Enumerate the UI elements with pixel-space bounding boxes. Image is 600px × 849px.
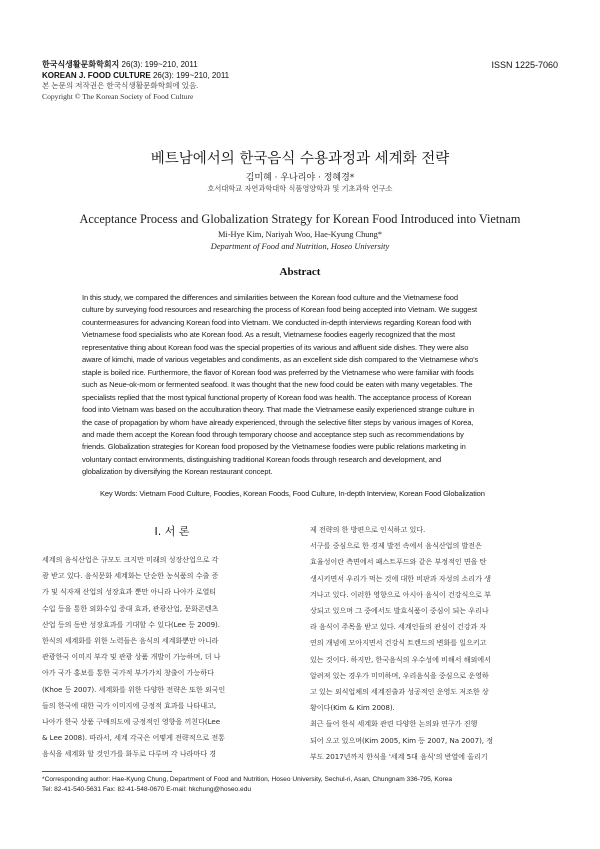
paragraph-line: (Khoe 등 2007). 세계화를 위한 다양한 전략은 또한 외국인 xyxy=(42,684,226,694)
title-english: Acceptance Process and Globalization Strategy for Korean Food Introduced into Vietnam xyxy=(79,212,521,226)
affiliation-korean: 호서대학교 자연과학대학 식품영양학과 및 기초과학 연구소 xyxy=(207,184,393,193)
paragraph-line: 되어 오고 있으며(Kim 2005, Kim 등 2007, Na 2007), 정 xyxy=(310,735,493,745)
abstract-line: such as Neue-ok-mom or fermented seafood. It was thought that the new food could be eaten with many vegetables. The xyxy=(82,380,473,390)
abstract-heading: Abstract xyxy=(279,266,321,278)
paragraph-line: 상되고 있으며 그 중에서도 발효식품이 중심이 되는 우리나 xyxy=(310,606,489,616)
journal-issue-en: 26(3): 199~210, 2011 xyxy=(152,70,230,80)
abstract-line: globalization by diversifying the Korean restaurant concept. xyxy=(82,467,273,477)
journal-name-ko: 한국식생활문화학회지 xyxy=(42,60,120,69)
footnote-line: Tel: 82-41-540-5631 Fax: 82-41-548-0670 E-mail: hkchung@hoseo.edu xyxy=(42,785,252,793)
abstract-body xyxy=(82,292,519,479)
abstract-line: voluntary contact environments, distinguishing traditional Korean foods through research and development, and xyxy=(82,454,442,464)
abstract-line: friends. Globalization strategies for Korean food proposed by the Vietnamese foodies were public relations marketing in xyxy=(82,442,466,452)
paragraph-line: 음식을 세계화 할 것인가를 화두로 다루며 각 나라마다 경 xyxy=(42,749,217,759)
authors-english: Mi-Hye Kim, Nariyah Woo, Hae-Kyung Chung* xyxy=(217,230,383,239)
paragraph-line: 아가 국가 홍보를 통한 국가적 부가가치 창출이 가능하다 xyxy=(42,668,214,678)
footnote-line: *Corresponding author: Hae-Kyung Chung, Department of Food and Nutrition, Hoseo University, Sechul-ri, Asan, Chungnam 336-795, Korea xyxy=(42,776,453,783)
paragraph-line: 가 및 식자재 산업의 성장효과 뿐만 아니라 나아가 로열티 xyxy=(42,587,217,597)
paragraph-line: 부도 2017년까지 한식을 '세계 5대 음식'의 반열에 올리기 xyxy=(310,751,488,761)
paragraph-line: 연의 개념에 모아지면서 건강식 트렌드의 변화를 일으키고 xyxy=(310,638,487,648)
journal-name-en: KOREAN J. FOOD CULTURE xyxy=(42,70,151,80)
affiliation-english: Department of Food and Nutrition, Hoseo University xyxy=(210,242,390,251)
abstract-line: specialists replied that the most typical functional property of Korean food was health. The acceptance process of Korean xyxy=(82,392,472,402)
abstract-line: In this study, we compared the differences and similarities between the Korean food culture and the Vietnamese food xyxy=(82,293,458,302)
paragraph-line: 제 전략의 한 방편으로 인식하고 있다. xyxy=(310,525,426,534)
journal-ko-line xyxy=(42,60,229,71)
paragraph-line: 한식의 세계화를 위한 노력들은 음식의 세계화뿐만 아니라 xyxy=(42,636,219,646)
paragraph-line: 알려져 있는 경우가 미미하며, 우리음식을 중심으로 운영하 xyxy=(310,670,489,680)
paragraph-line: 광 받고 있다. 음식문화 세계화는 단순한 농식품의 수출 증 xyxy=(42,571,219,581)
journal-issue-ko: 26(3): 199~210, 2011 xyxy=(121,60,198,69)
paragraph-line: 있는 것이다. 하지만, 한국음식의 우수성에 비해서 해외에서 xyxy=(310,654,491,664)
abstract-line: Vietnamese food specialists who ate Korean food. As a result, Vietnamese foodies eagerly recognized that the most xyxy=(82,330,455,340)
abstract-line: culture by surveying food resources and researching the process of Korean food being accepted into Vietnam. We suggest xyxy=(82,305,478,315)
paragraph-line: 최근 들어 한식 세계화 관련 다양한 논의와 연구가 진행 xyxy=(310,719,478,729)
abstract-line: staple is boiled rice. Furthermore, the flavor of Korean food was preferred by the Vietnamese who were familiar with foods xyxy=(82,367,474,377)
abstract-line: the case of propagation by whom have already experienced, through the selective filter steps by various images of Korea, xyxy=(82,417,474,427)
abstract-line: food into Vietnam was based on the acculturation theory. That made the Vietnamese easily experienced strange culture in xyxy=(82,405,475,415)
paragraph-line: 고 있는 외식업체의 세계진출과 성공적인 운영도 저조한 상 xyxy=(310,687,489,697)
paragraph-line: 수입 등을 통한 외화수입 증대 효과, 관광산업, 문화콘텐츠 xyxy=(42,603,219,613)
body-column-right xyxy=(310,522,560,765)
abstract-line: representative thing about Korean food was the special properties of its various and affluent side dishes. They were also xyxy=(82,342,469,352)
paragraph-line: 황이다(Kim & Kim 2008). xyxy=(310,703,395,713)
abstract-line: aware of kimchi, made of various vegetables and condiments, as an excellent side dish compared to the Vietnamese who's xyxy=(82,355,479,365)
authors-korean: 김미혜 · 우나리야 · 정혜경* xyxy=(245,173,355,183)
paragraph-line: 들의 한국에 대한 국가 이미지에 긍정적 효과를 나타내고, xyxy=(42,700,217,710)
body-column-left xyxy=(42,552,292,763)
abstract-line: countermeasures for advancing Korean food into Vietnam. We conducted in-depth interviews regarding Korean food with xyxy=(82,317,472,327)
abstract-line: and made them accept the Korean food through temporary choose and acceptance step such as recommendations by xyxy=(82,429,464,439)
title-korean: 베트남에서의 한국음식 수용과정과 세계화 전략 xyxy=(150,151,450,167)
paragraph-line: 라 음식이 주목을 받고 있다. 세계인들의 관심이 건강과 자 xyxy=(310,622,487,632)
issn: ISSN 1225-7060 xyxy=(491,60,558,70)
paragraph-line: 관광한국 이미지 부각 및 관광 상품 개발이 가능하며, 더 나 xyxy=(42,652,221,662)
journal-header xyxy=(42,60,229,102)
paragraph-line: 서구를 중심으로 한 경제 발전 속에서 음식산업의 발전은 xyxy=(310,541,482,551)
copyright-en: Copyright © The Korean Society of Food Culture xyxy=(42,91,194,101)
section-heading-introduction: I. 서 론 xyxy=(154,525,190,538)
paragraph-line: 효율성이란 측면에서 패스트푸드와 같은 부정적인 면을 탄 xyxy=(310,557,487,567)
paragraph-line: 산업 등의 동반 성장효과를 기대할 수 있다(Lee 등 2009). xyxy=(42,619,220,629)
paragraph-line: 세계의 음식산업은 규모도 크지만 미래의 성장산업으로 각 xyxy=(42,555,219,564)
paragraph-line: 나아가 한국 상품 구매의도에 긍정적인 영향을 끼친다(Lee xyxy=(42,717,221,727)
keywords: Key Words: Vietnam Food Culture, Foodies, Korean Foods, Food Culture, In-depth Interview, Korean Food Globalization xyxy=(100,489,485,498)
paragraph-line: 생시키면서 우리가 먹는 것에 대한 비판과 자성의 소리가 생 xyxy=(310,573,491,583)
paragraph-line: 겨나고 있다. 이러한 영향으로 아시아 음식이 건강식으로 부 xyxy=(310,589,491,599)
footnote-rule xyxy=(42,771,172,772)
journal-en-line xyxy=(42,71,229,82)
paragraph-line: & Lee 2008). 따라서, 세계 각국은 어떻게 전략적으로 전통 xyxy=(42,733,225,743)
footnote xyxy=(42,775,562,795)
copyright-ko: 본 논문의 저작권은 한국식생활문화학회에 있음. xyxy=(42,81,199,90)
